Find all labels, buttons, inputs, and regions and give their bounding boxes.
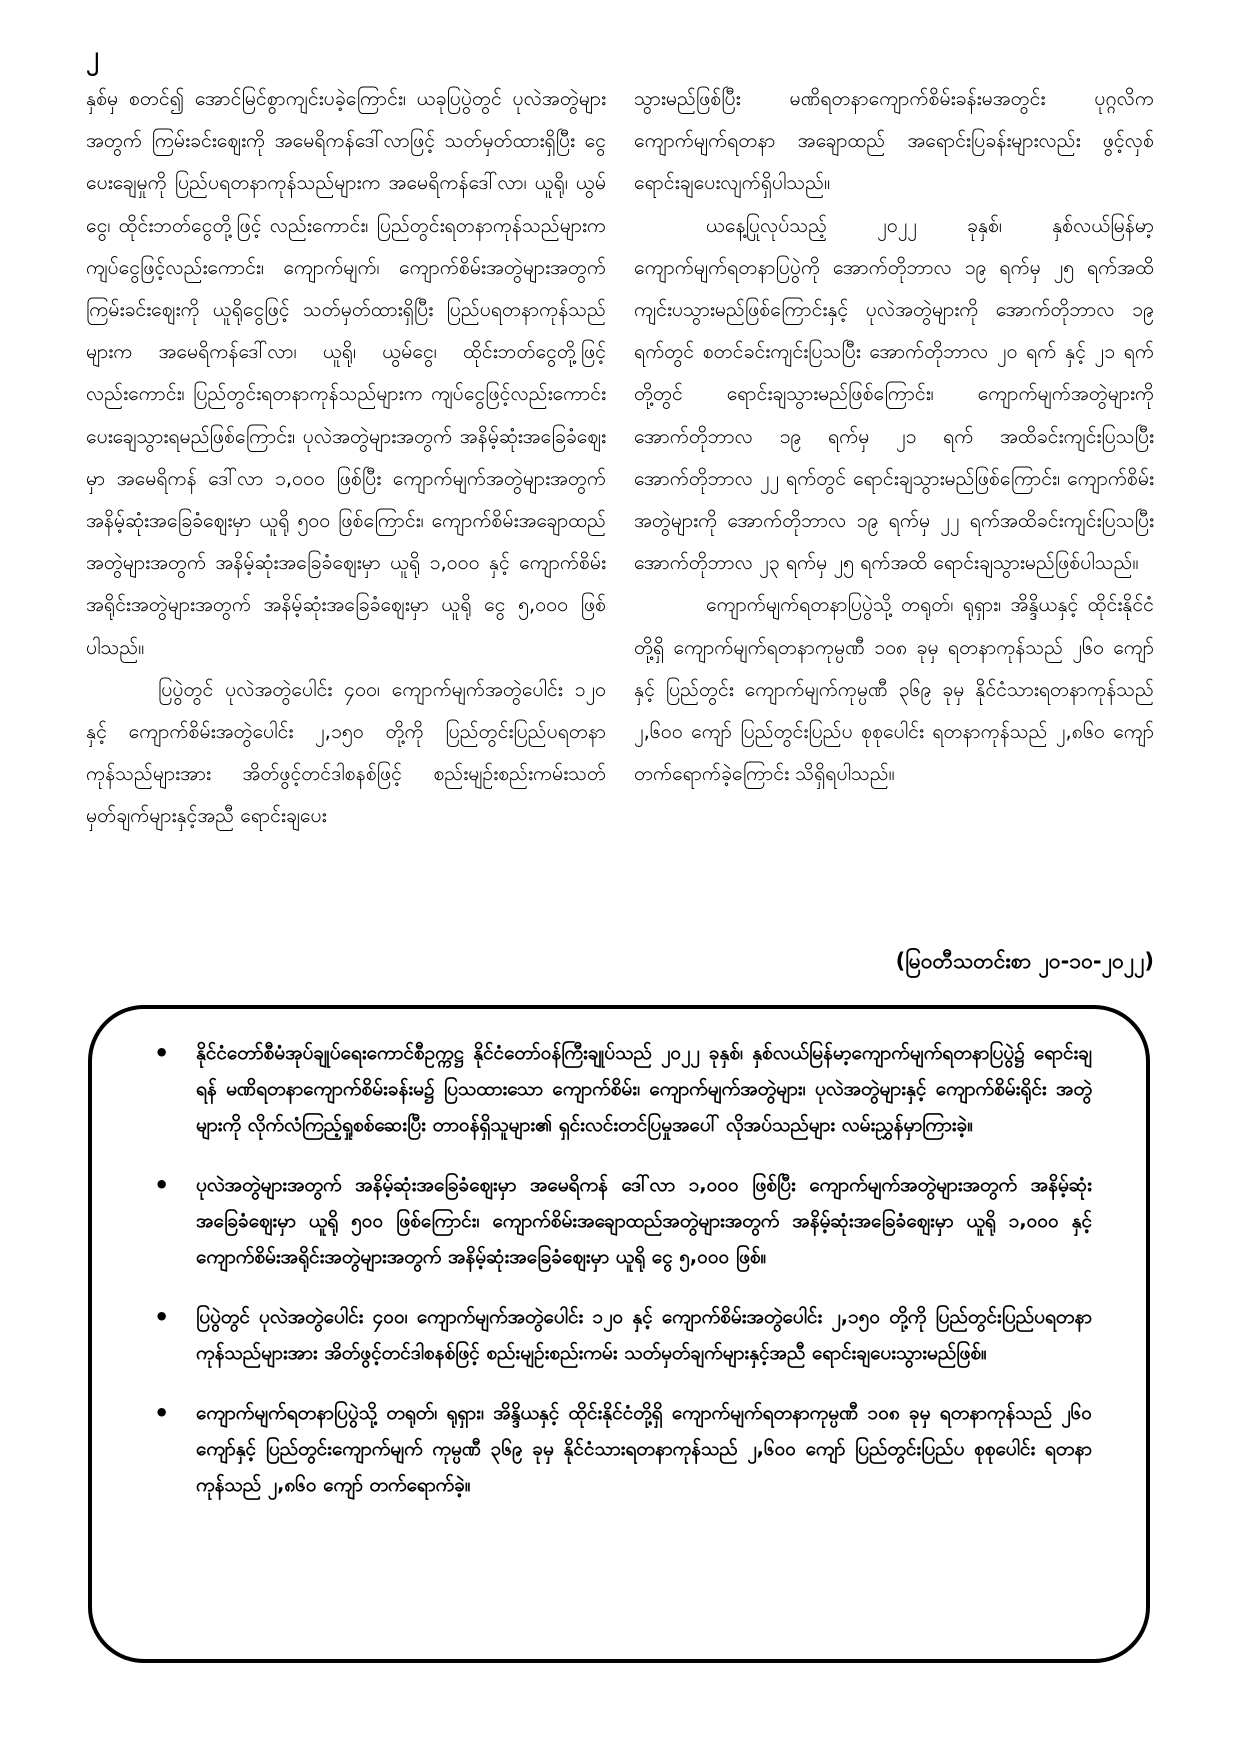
right-column <box>634 78 1154 948</box>
summary-item-text: ပြပွဲတွင် ပုလဲအတွဲပေါင်း ၄၀၀၊ ကျောက်မျက်အတွဲပေါင်း ၁၂၀ နှင့် ကျောက်စိမ်းအတွဲပေါင်း ၂,၁၅၀ တို့ကို ပြည်တွင်းပြည်ပရတနာကုန်သည်များအား အိတ်ဖွင့်တင်ဒါစနစ်ဖြင့် စည်းမျဉ်းစည်းကမ်း သတ်မှတ်ချက်များနှင့်အညီ ရောင်းချပေးသွားမည်ဖြစ်။ <box>196 1306 1092 1364</box>
bullet-icon: • <box>154 1039 170 1067</box>
bullet-icon: • <box>154 1171 170 1199</box>
summary-item <box>154 1167 1092 1275</box>
bullet-icon: • <box>154 1399 170 1427</box>
left-paragraph-2: ပြပွဲတွင် ပုလဲအတွဲပေါင်း ၄၀၀၊ ကျောက်မျက်အတွဲပေါင်း ၁၂၀ နှင့် ကျောက်စိမ်းအတွဲပေါင်း ၂,၁၅၀ တို့ကို ပြည်တွင်းပြည်ပရတနာကုန်သည်များအား အိတ်ဖွင့်တင်ဒါစနစ်ဖြင့် စည်းမျဉ်းစည်းကမ်းသတ်မှတ်ချက်များနှင့်အညီ ရောင်းချပေး <box>86 677 606 828</box>
right-paragraph-3: ကျောက်မျက်ရတနာပြပွဲသို့ တရုတ်၊ ရုရှား၊ အိန္ဒိယနှင့် ထိုင်းနိုင်ငံတို့ရှိ ကျောက်မျက်ရတနာကုမ္ပဏီ ၁၀၈ ခုမှ ရတနာကုန်သည် ၂၆၀ ကျော်နှင့် ပြည်တွင်း ကျောက်မျက်ကုမ္ပဏီ ၃၆၉ ခုမှ နိုင်ငံသားရတနာကုန်သည် ၂,၆၀၀ ကျော် ပြည်တွင်းပြည်ပ စုစုပေါင်း ရတနာကုန်သည် ၂,၈၆၀ ကျော် တက်ရောက်ခဲ့ကြောင်း သိရှိရပါသည်။ <box>634 593 1154 786</box>
right-paragraph-2: ယနေ့ပြုလုပ်သည့် ၂၀၂၂ ခုနှစ်၊ နှစ်လယ်မြန်မာ့ကျောက်မျက်ရတနာပြပွဲကို အောက်တိုဘာလ ၁၉ ရက်မှ ၂၅ ရက်အထိ ကျင်းပသွားမည်ဖြစ်ကြောင်းနှင့် ပုလဲအတွဲများကို အောက်တိုဘာလ ၁၉ ရက်တွင် စတင်ခင်းကျင်းပြသပြီး အောက်တိုဘာလ ၂၀ ရက် နှင့် ၂၁ ရက်တို့တွင် ရောင်းချသွားမည်ဖြစ်ကြောင်း၊ ကျောက်မျက်အတွဲများကို အောက်တိုဘာလ ၁၉ ရက်မှ ၂၁ ရက် အထိခင်းကျင်းပြသပြီး အောက်တိုဘာလ ၂၂ ရက်တွင် ရောင်းချသွားမည်ဖြစ်ကြောင်း၊ ကျောက်စိမ်းအတွဲများကို အောက်တိုဘာလ ၁၉ ရက်မှ ၂၂ ရက်အထိခင်းကျင်းပြသပြီး အောက်တိုဘာလ ၂၃ ရက်မှ ၂၅ ရက်အထိ ရောင်းချသွားမည်ဖြစ်ပါသည်။ <box>634 213 1154 575</box>
right-paragraph-1: သွားမည်ဖြစ်ပြီး မဏိရတနာကျောက်စိမ်းခန်းမအတွင်း ပုဂ္ဂလိကကျောက်မျက်ရတနာ အချောထည် အရောင်းပြခန်းများလည်း ဖွင့်လှစ်ရောင်းချပေးလျက်ရှိပါသည်။ <box>634 87 1154 195</box>
summary-item-text: နိုင်ငံတော်စီမံအုပ်ချုပ်ရေးကောင်စီဥက္ကဋ္ဌ နိုင်ငံတော်ဝန်ကြီးချုပ်သည် ၂၀၂၂ ခုနှစ်၊ နှစ်လယ်မြန်မာ့ကျောက်မျက်ရတနာပြပွဲ၌ ရောင်းချရန် မဏိရတနာကျောက်စိမ်းခန်းမ၌ ပြသထားသော ကျောက်စိမ်း၊ ကျောက်မျက်အတွဲများ၊ ပုလဲအတွဲများနှင့် ကျောက်စိမ်းရိုင်း အတွဲများကို လိုက်လံကြည့်ရှုစစ်ဆေးပြီး တာဝန်ရှိသူများ၏ ရှင်းလင်းတင်ပြမှုအပေါ် လိုအပ်သည်များ လမ်းညွှန်မှာကြားခဲ့။ <box>196 1042 1092 1136</box>
summary-item <box>154 1035 1092 1143</box>
summary-item <box>154 1299 1092 1371</box>
summary-box <box>88 1005 1150 1663</box>
article-columns <box>86 78 1154 948</box>
bullet-icon: • <box>154 1303 170 1331</box>
left-column <box>86 78 606 948</box>
left-paragraph-1: နှစ်မှ စတင်၍ အောင်မြင်စွာကျင်းပခဲ့ကြောင်း၊ ယခုပြပွဲတွင် ပုလဲအတွဲများအတွက် ကြမ်းခင်းဈေးကို အမေရိကန်ဒေါ်လာဖြင့် သတ်မှတ်ထားရှိပြီး ငွေပေးချေမှုကို ပြည်ပရတနာကုန်သည်များက အမေရိကန်ဒေါ်လာ၊ ယူရို၊ ယွမ်ငွေ၊ ထိုင်းဘတ်ငွေတို့ဖြင့် လည်းကောင်း၊ ပြည်တွင်းရတနာကုန်သည်များက ကျပ်ငွေဖြင့်လည်းကောင်း၊ ကျောက်မျက်၊ ကျောက်စိမ်းအတွဲများအတွက် ကြမ်းခင်းဈေးကို ယူရိုငွေဖြင့် သတ်မှတ်ထားရှိပြီး ပြည်ပရတနာကုန်သည်များက အမေရိကန်ဒေါ်လာ၊ ယူရို၊ ယွမ်ငွေ၊ ထိုင်းဘတ်ငွေတို့ဖြင့် လည်းကောင်း၊ ပြည်တွင်းရတနာကုန်သည်များက ကျပ်ငွေဖြင့်လည်းကောင်း ပေးချေသွားရမည်ဖြစ်ကြောင်း၊ ပုလဲအတွဲများအတွက် အနိမ့်ဆုံးအခြေခံဈေးမှာ အမေရိကန် ဒေါ်လာ ၁,၀၀၀ ဖြစ်ပြီး ကျောက်မျက်အတွဲများအတွက် အနိမ့်ဆုံးအခြေခံဈေးမှာ ယူရို ၅၀၀ ဖြစ်ကြောင်း၊ ကျောက်စိမ်းအချောထည် အတွဲများအတွက် အနိမ့်ဆုံးအခြေခံဈေးမှာ ယူရို ၁,၀၀၀ နှင့် ကျောက်စိမ်းအရိုင်းအတွဲများအတွက် အနိမ့်ဆုံးအခြေခံဈေးမှာ ယူရို ငွေ ၅,၀၀၀ ဖြစ်ပါသည်။ <box>86 87 606 659</box>
summary-item-text: ပုလဲအတွဲများအတွက် အနိမ့်ဆုံးအခြေခံဈေးမှာ အမေရိကန် ဒေါ်လာ ၁,၀၀၀ ဖြစ်ပြီး ကျောက်မျက်အတွဲများအတွက် အနိမ့်ဆုံးအခြေခံဈေးမှာ ယူရို ၅၀၀ ဖြစ်ကြောင်း၊ ကျောက်စိမ်းအချောထည်အတွဲများအတွက် အနိမ့်ဆုံးအခြေခံဈေးမှာ ယူရို ၁,၀၀၀ နှင့် ကျောက်စိမ်းအရိုင်းအတွဲများအတွက် အနိမ့်ဆုံးအခြေခံဈေးမှာ ယူရို ငွေ ၅,၀၀၀ ဖြစ်။ <box>196 1174 1092 1268</box>
summary-item <box>154 1395 1092 1503</box>
summary-item-text: ကျောက်မျက်ရတနာပြပွဲသို့ တရုတ်၊ ရုရှား၊ အိန္ဒိယနှင့် ထိုင်းနိုင်ငံတို့ရှိ ကျောက်မျက်ရတနာကုမ္ပဏီ ၁၀၈ ခုမှ ရတနာကုန်သည် ၂၆၀ ကျော်နှင့် ပြည်တွင်းကျောက်မျက် ကုမ္ပဏီ ၃၆၉ ခုမှ နိုင်ငံသားရတနာကုန်သည် ၂,၆၀၀ ကျော် ပြည်တွင်းပြည်ပ စုစုပေါင်း ရတနာကုန်သည် ၂,၈၆၀ ကျော် တက်ရောက်ခဲ့။ <box>196 1402 1092 1496</box>
source-citation: (မြဝတီသတင်းစာ ၂၀-၁၀-၂၀၂၂) <box>895 949 1154 973</box>
summary-list <box>92 1009 1146 1503</box>
page-number: ၂ <box>86 41 99 71</box>
